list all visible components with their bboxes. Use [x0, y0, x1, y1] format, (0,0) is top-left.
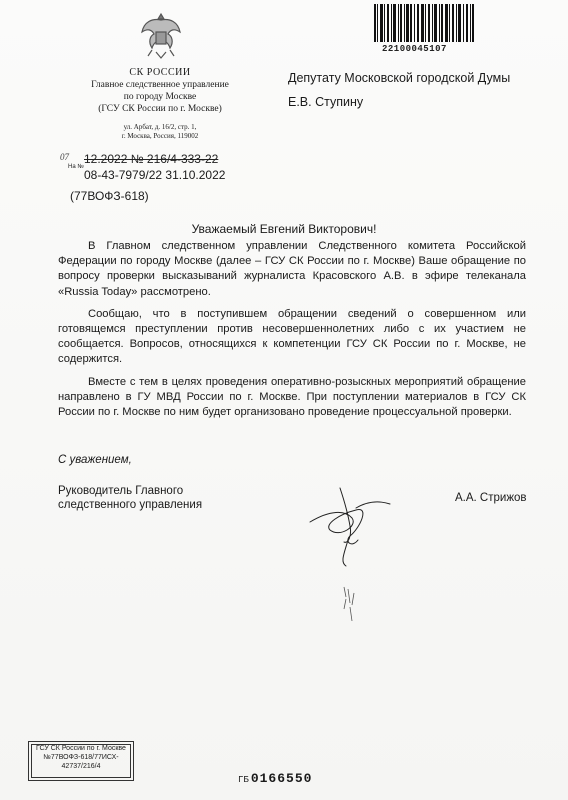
closing: С уважением,: [58, 454, 132, 466]
org-address: [50, 123, 270, 141]
barcode-icon: [372, 4, 476, 42]
paragraph-1: В Главном следственном управлении Следственного комитета Российской Федерации по городу Москве (далее – ГСУ СК России по г. Москве) Ваше обращение по вопросу проверки высказываний журналиста Красовского А.В. в эфире телеканала «Russia Today» рассмотрено.: [58, 240, 526, 298]
stamp-line-1: ГСУ СК России по г. Москве: [36, 745, 126, 752]
recipient-block: [288, 66, 510, 114]
signer-name: А.А. Стрижов: [455, 492, 527, 504]
serial-prefix: ГБ: [238, 775, 249, 785]
recipient-line-1: Депутату Московской городской Думы: [288, 71, 511, 85]
handwritten-marks-icon: [340, 585, 360, 625]
registration-line: [68, 152, 219, 170]
barcode-number: 22100045107: [382, 44, 447, 54]
coat-of-arms-icon: [138, 10, 184, 62]
stamp-line-2: №77ВОФЗ-618/77ИСХ-: [43, 754, 119, 761]
letter-body: [58, 239, 526, 427]
recipient-line-2: Е.В. Ступину: [288, 95, 364, 109]
org-full-name-1: Главное следственное управление: [91, 80, 229, 90]
address-line-2: г. Москва, Россия, 119002: [121, 132, 199, 140]
registration-code: (77ВОФЗ-618): [70, 189, 149, 203]
org-short-name: (ГСУ СК России по г. Москве): [98, 104, 222, 114]
signer-title-line-2: следственного управления: [58, 499, 203, 511]
paragraph-3: Вместе с тем в целях проведения оперативно-розыскных мероприятий обращение направлено в ГУ МВД России по г. Москве. При поступлении материалов в ГСУ СК России по г. Москве по ним будет организовано проведение процессуальной проверки.: [58, 375, 526, 419]
registration-stamp: [28, 741, 134, 781]
na-label: На №: [68, 164, 84, 170]
barcode-block: [372, 4, 476, 56]
organization-block: [50, 67, 270, 141]
registration-date-number: 12.2022 № 216/4-333-22: [84, 152, 219, 166]
stamp-line-3: 42737/216/4: [61, 763, 101, 770]
form-serial: [238, 771, 312, 786]
serial-number: 0166550: [250, 771, 313, 786]
salutation: Уважаемый Евгений Викторович!: [191, 222, 377, 236]
incoming-reference: 08-43-7979/22 31.10.2022: [84, 168, 226, 182]
address-line-1: ул. Арбат, д. 16/2, стр. 1,: [123, 123, 197, 131]
handwritten-date: 07: [60, 152, 69, 162]
signer-title: [58, 484, 202, 512]
org-full-name-2: по городу Москве: [123, 92, 197, 102]
signer-title-line-1: Руководитель Главного: [58, 485, 184, 497]
signature-icon: [300, 480, 420, 620]
paragraph-2: Сообщаю, что в поступившем обращении сведений о совершенном или готовящемся преступлении против несовершеннолетних либо с их участием не сообщается. Вопросов, относящихся к компетенции ГСУ СК России по г. Москве, не содержится.: [58, 307, 526, 366]
org-name: СК РОССИИ: [129, 67, 191, 78]
